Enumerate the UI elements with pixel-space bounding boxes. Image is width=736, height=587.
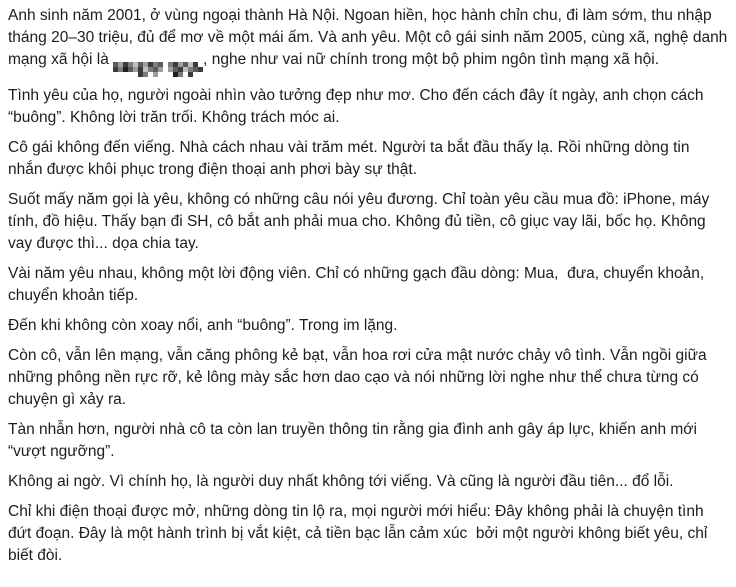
paragraph: Cô gái không đến viếng. Nhà cách nhau vài trăm mét. Người ta bắt đầu thấy lạ. Rồi những dòng tin nhắn được khôi phục trong điện thoại anh phơi bày sự thật. — [8, 139, 694, 178]
paragraph-intro-after: , nghe như vai nữ chính trong một bộ phim ngôn tình mạng xã hội. — [203, 51, 660, 68]
paragraph-intro — [8, 5, 732, 77]
paragraph: Không ai ngờ. Vì chính họ, là người duy nhất không tới viếng. Và cũng là người đầu tiên... đổ lỗi. — [8, 473, 674, 490]
paragraph: Vài năm yêu nhau, không một lời động viên. Chỉ có những gạch đầu dòng: Mua, đưa, chuyển khoản, chuyển khoản tiếp. — [8, 265, 709, 304]
redacted-name-pixelated — [113, 62, 203, 77]
paragraph: Đến khi không còn xoay nổi, anh “buông”. Trong im lặng. — [8, 317, 398, 334]
paragraph: Tàn nhẫn hơn, người nhà cô ta còn lan truyền thông tin rằng gia đình anh gây áp lực, khiến anh mới “vượt ngưỡng”. — [8, 421, 702, 460]
paragraph: Còn cô, vẫn lên mạng, vẫn căng phông kẻ bạt, vẫn hoa rơi cửa mật nước chảy vô tình. Vẫn ngồi giữa những phông nền rực rỡ, kẻ lông mày sắc hơn dao cạo và nói những lời nghe như thể chưa từng có chuyện gì xảy ra. — [8, 347, 711, 408]
paragraph-intro-before: Anh sinh năm 2001, ở vùng ngoại thành Hà Nội. Ngoan hiền, học hành chỉn chu, đi làm sớm, thu nhập tháng 20–30 triệu, đủ để mơ về một mái ấm. Và anh yêu. Một cô gái sinh năm 2005, cùng xã, nghệ danh mạng xã hội là — [8, 7, 732, 68]
paragraph: Chỉ khi điện thoại được mở, những dòng tin lộ ra, mọi người mới hiểu: Đây không phải là chuyện tình đứt đoạn. Đây là một hành trình bị vắt kiệt, cả tiền bạc lẫn cảm xúc bởi một người không biết yêu, chỉ biết đòi. — [8, 503, 712, 564]
paragraph: Tình yêu của họ, người ngoài nhìn vào tưởng đẹp như mơ. Cho đến cách đây ít ngày, anh chọn cách “buông”. Không lời trăn trối. Không trách móc ai. — [8, 87, 708, 126]
paragraph: Suốt mấy năm gọi là yêu, không có những câu nói yêu đương. Chỉ toàn yêu cầu mua đồ: iPhone, máy tính, đồ hiệu. Thấy bạn đi SH, cô bắt anh phải mua cho. Không đủ tiền, cô giục vay lãi, bốc họ. Không vay được thì... dọa chia tay. — [8, 191, 714, 252]
